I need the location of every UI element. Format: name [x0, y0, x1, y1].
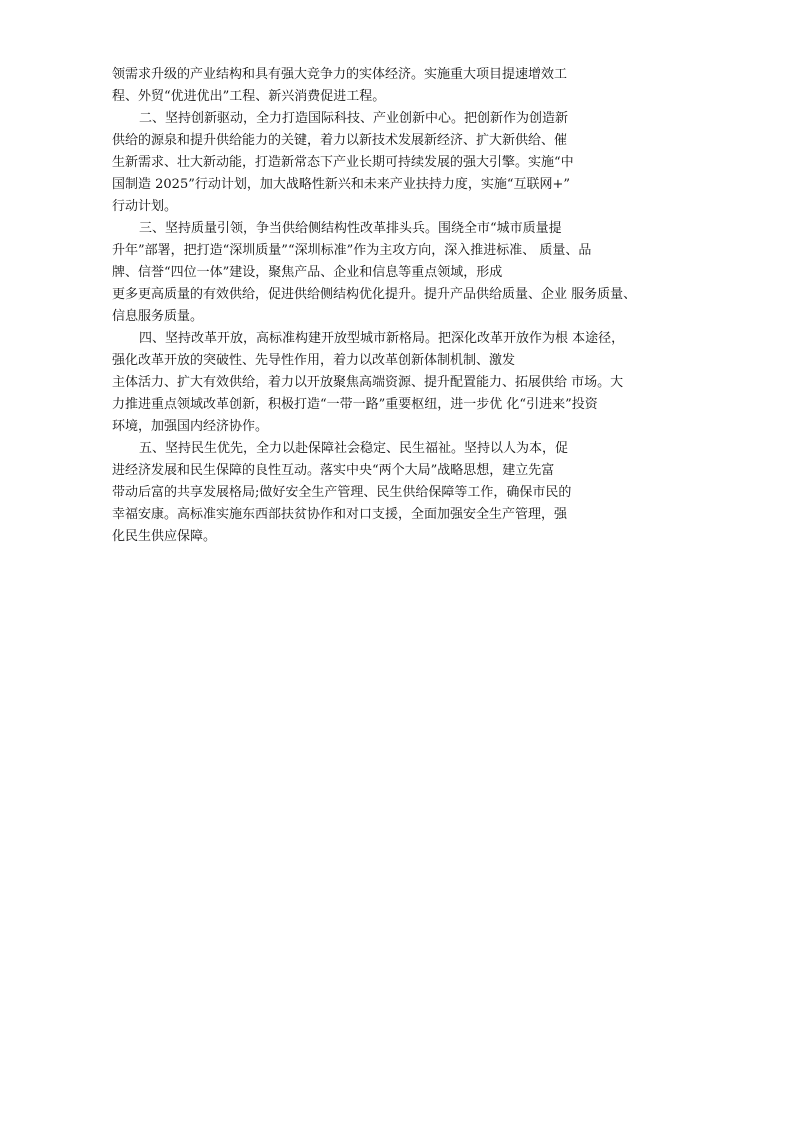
document-body — [112, 64, 692, 548]
text-line: 环境，加强国内经济协作。 — [112, 419, 269, 434]
text-line: 程、外贸“优进优出”工程、新兴消费促进工程。 — [112, 89, 386, 104]
text-line: 行动计划。 — [112, 199, 178, 214]
paragraph-heading-line: 五、坚持民生优先，全力以赴保障社会稳定、民生福祉。坚持以人为本，促 — [139, 441, 569, 456]
text-line: 带动后富的共享发展格局;做好安全生产管理、民生供给保障等工作，确保市民的 — [112, 485, 572, 500]
paragraph-heading-line: 三、坚持质量引领，争当供给侧结构性改革排头兵。围绕全市“城市质量提 — [139, 221, 562, 236]
text-line: 升年”部署，把打造“深圳质量”“深圳标准”作为主攻方向，深入推进标准、 质量、品 — [112, 243, 592, 258]
text-line: 力推进重点领域改革创新，积极打造“一带一路”重要枢纽，进一步优 化“引进来”投资 — [112, 397, 598, 412]
text-line: 主体活力、扩大有效供给，着力以开放聚焦高端资源、提升配置能力、拓展供给 市场。大 — [112, 375, 624, 390]
text-line: 信息服务质量。 — [112, 309, 204, 324]
text-line: 进经济发展和民生保障的良性互动。落实中央“两个大局”战略思想，建立先富 — [112, 463, 555, 478]
text-line: 化民生供应保障。 — [112, 529, 217, 544]
text-line: 牌、信誉“四位一体”建设，聚焦产品、企业和信息等重点领域，形成 — [112, 265, 503, 280]
paragraph-heading-line: 四、坚持改革开放，高标准构建开放型城市新格局。把深化改革开放作为根 本途径， — [139, 331, 625, 346]
paragraph-heading-line: 二、坚持创新驱动，全力打造国际科技、产业创新中心。把创新作为创造新 — [139, 111, 569, 126]
text-line: 生新需求、壮大新动能，打造新常态下产业长期可持续发展的强大引擎。实施“中 — [112, 155, 574, 170]
text-line: 幸福安康。高标准实施东西部扶贫协作和对口支援，全面加强安全生产管理，强 — [112, 507, 568, 522]
text-line: 国制造 2025”行动计划，加大战略性新兴和未来产业扶持力度，实施“互联网+” — [112, 177, 571, 192]
text-line: 领需求升级的产业结构和具有强大竞争力的实体经济。实施重大项目提速增效工 — [112, 67, 568, 82]
text-line: 更多更高质量的有效供给，促进供给侧结构优化提升。提升产品供给质量、企业 服务质量、 — [112, 287, 637, 302]
text-line: 强化改革开放的突破性、先导性作用，着力以改革创新体制机制、激发 — [112, 353, 516, 368]
text-line: 供给的源泉和提升供给能力的关键，着力以新技术发展新经济、扩大新供给、催 — [112, 133, 568, 148]
